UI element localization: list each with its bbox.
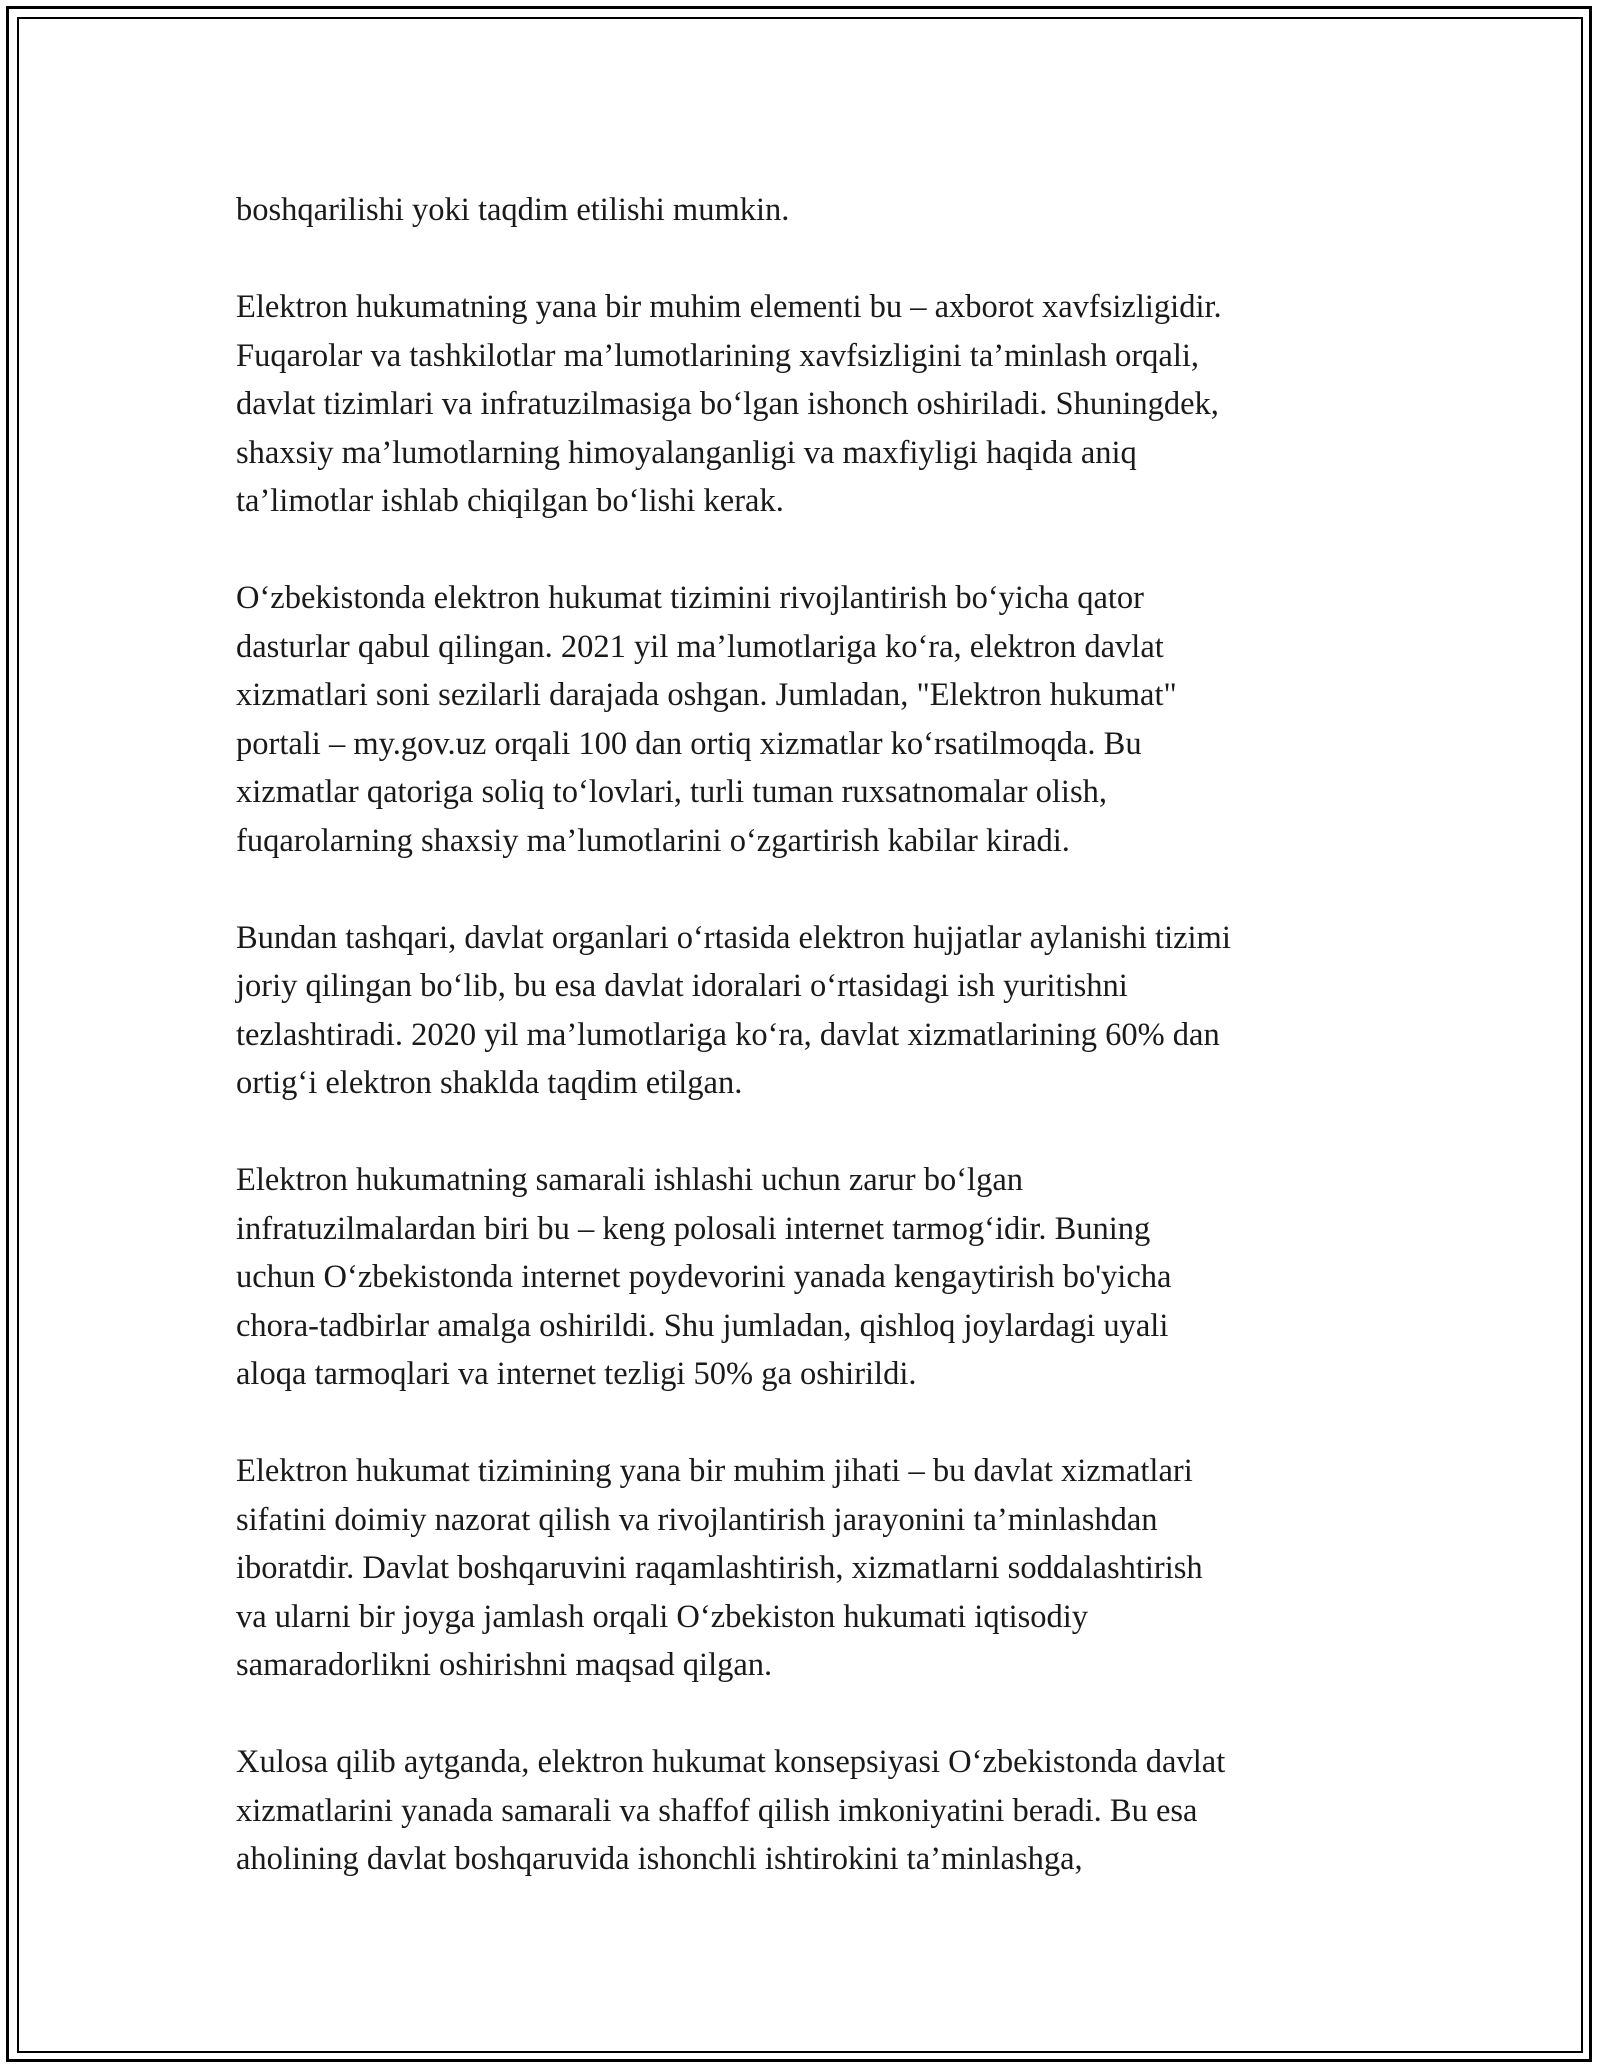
paragraph-egov-programs: O‘zbekistonda elektron hukumat tizimini rivojlantirish bo‘yicha qator dasturlar qabul qilingan. 2021 yil ma’lumotlariga ko‘ra, elektron davlat xizmatlari soni sezilarli darajada oshgan. Jumladan, "Elektron hukumat" portali – my.gov.uz orqali 100 dan ortiq xizmatlar ko‘rsatilmoqda. Bu xizmatlar qatoriga soliq to‘lovlari, turli tuman ruxsatnomalar olish, fuqarolarning shaxsiy ma’lumotlarini o‘zgartirish kabilar kiradi. [236,580,1177,859]
paragraph-electronic-document-flow: Bundan tashqari, davlat organlari o‘rtasida elektron hujjatlar aylanishi tizimi joriy qilingan bo‘lib, bu esa davlat idoralari o‘rtasidagi ish yuritishni tezlashtiradi. 2020 yil ma’lumotlariga ko‘ra, davlat xizmatlarining 60% dan ortig‘i elektron shaklda taqdim etilgan. [236,919,1231,1101]
paragraph-service-quality: Elektron hukumat tizimining yana bir muhim jihati – bu davlat xizmatlari sifatini doimiy nazorat qilish va rivojlantirish jarayonini ta’minlashdan iboratdir. Davlat boshqaruvini raqamlashtirish, xizmatlarni soddalashtirish va ularni bir joyga jamlash orqali O‘zbekiston hukumati iqtisodiy samaradorlikni oshirishni maqsad qilgan. [236,1453,1203,1683]
paragraph-information-security: Elektron hukumatning yana bir muhim elementi bu – axborot xavfsizligidir. Fuqarolar va tashkilotlar ma’lumotlarining xavfsizligini ta’minlash orqali, davlat tizimlari va infratuzilmasiga bo‘lgan ishonch oshiriladi. Shuningdek, shaxsiy ma’lumotlarning himoyalanganligi va maxfiyligi haqida aniq ta’limotlar ishlab chiqilgan bo‘lishi kerak. [236,289,1222,519]
paragraph-conclusion: Xulosa qilib aytganda, elektron hukumat konsepsiyasi O‘zbekistonda davlat xizmatlarini yanada samarali va shaffof qilish imkoniyatini beradi. Bu esa aholining davlat boshqaruvida ishonchli ishtirokini ta’minlashga, [236,1744,1226,1877]
paragraph-continuation: boshqarilishi yoki taqdim etilishi mumkin. [236,192,790,228]
paragraph-broadband-infrastructure: Elektron hukumatning samarali ishlashi uchun zarur bo‘lgan infratuzilmalardan biri bu – keng polosali internet tarmog‘idir. Buning uchun O‘zbekistonda internet poydevorini yanada kengaytirish bo'yicha chora-tadbirlar amalga oshirildi. Shu jumladan, qishloq joylardagi uyali aloqa tarmoqlari va internet tezligi 50% ga oshirildi. [236,1162,1172,1392]
document-body [236,186,1386,1932]
